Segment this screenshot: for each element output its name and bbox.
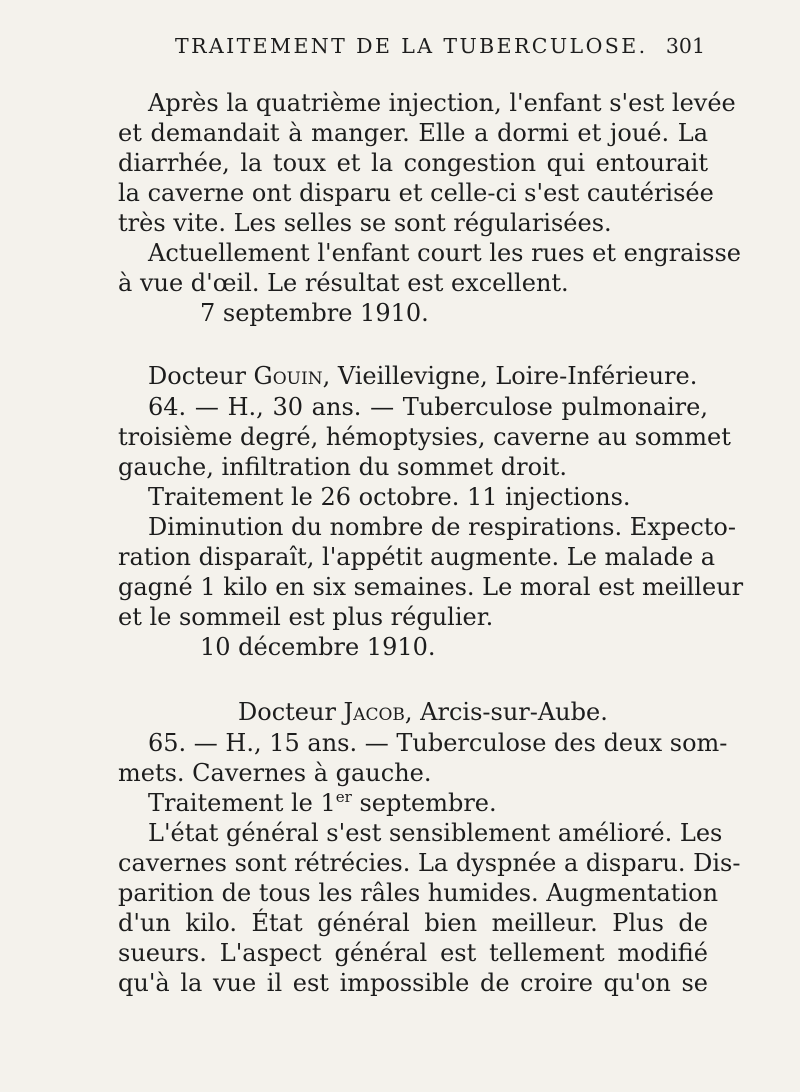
spacer [118, 328, 708, 360]
text-line: parition de tous les râles humides. Augmentation [118, 879, 719, 907]
text-line: L'état général s'est sensiblement amélioré. Les [148, 819, 723, 847]
treatment-prefix: Traitement le 1 [148, 789, 336, 817]
ordinal-suffix: er [335, 788, 352, 806]
text-line: sueurs. L'aspect général est tellement modifié [118, 939, 708, 967]
body-text [118, 88, 744, 998]
treatment-line: Traitement le 26 octobre. 11 injections. [148, 483, 631, 511]
text-line: Diminution du nombre de respirations. Expecto- [148, 513, 736, 541]
text-line: mets. Cavernes à gauche. [118, 759, 432, 787]
text-line: cavernes sont rétrécies. La dyspnée a disparu. Dis- [118, 849, 741, 877]
paragraph-2 [118, 238, 741, 298]
text-line: 64. — H., 30 ans. — Tuberculose pulmonaire, [148, 393, 708, 421]
text-line: à vue d'œil. Le résultat est excellent. [118, 269, 569, 297]
paragraph-1 [118, 88, 736, 238]
treatment-suffix: septembre. [351, 789, 497, 817]
doctor-name: Jacob [343, 698, 405, 726]
text-line: et le sommeil est plus régulier. [118, 603, 494, 631]
text-line: la caverne ont disparu et celle-ci s'est cautérisée [118, 179, 714, 207]
date-line: 10 décembre 1910. [200, 633, 436, 661]
text-line: gauche, infiltration du sommet droit. [118, 453, 568, 481]
doctor-signature [118, 696, 708, 728]
page-number: 301 [665, 34, 705, 58]
doctor-title: Docteur [148, 362, 254, 390]
text-line: d'un kilo. État général bien meilleur. Plus de [118, 909, 708, 937]
doctor-title: Docteur [238, 698, 344, 726]
doctor-signature [118, 360, 708, 392]
running-title: TRAITEMENT DE LA TUBERCULOSE. [175, 34, 648, 58]
spacer [118, 662, 708, 696]
text-line: Actuellement l'enfant court les rues et engraisse [148, 239, 741, 267]
text-line: ration disparaît, l'appétit augmente. Le malade a [118, 543, 716, 571]
treatment-line [118, 788, 708, 818]
text-line: qu'à la vue il est impossible de croire qu'on se [118, 969, 708, 997]
text-line: troisième degré, hémoptysies, caverne au sommet [118, 423, 731, 451]
doctor-place: , Vieillevigne, Loire-Inférieure. [322, 362, 698, 390]
doctor-name: Gouin [253, 362, 323, 390]
text-line: et demandait à manger. Elle a dormi et joué. La [118, 119, 708, 147]
text-line: Après la quatrième injection, l'enfant s'est levée [148, 89, 736, 117]
text-line: diarrhée, la toux et la congestion qui entourait [118, 149, 708, 177]
case-65 [118, 728, 741, 998]
text-line: gagné 1 kilo en six semaines. Le moral est meilleur [118, 573, 744, 601]
page-header [175, 34, 705, 64]
doctor-place: , Arcis-sur-Aube. [404, 698, 608, 726]
text-line: 65. — H., 15 ans. — Tuberculose des deux som- [148, 729, 728, 757]
date-line: 7 septembre 1910. [200, 299, 429, 327]
text-line: très vite. Les selles se sont régularisées. [118, 209, 612, 237]
case-64 [118, 392, 744, 632]
